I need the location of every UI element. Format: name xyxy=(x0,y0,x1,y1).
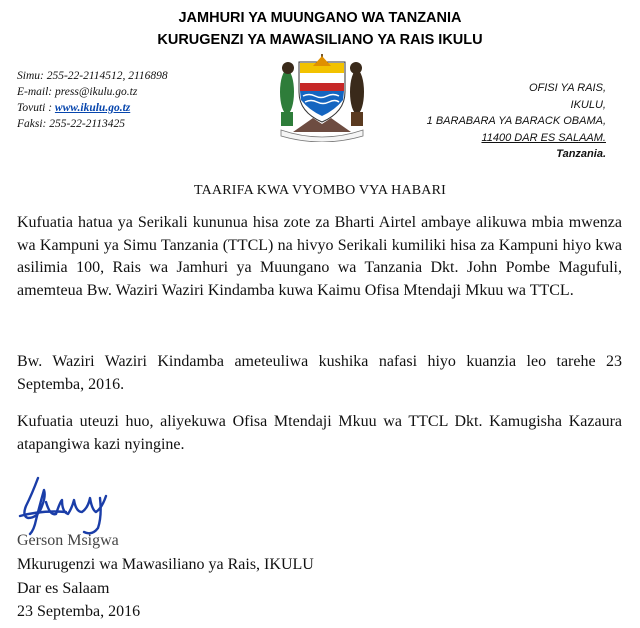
email-address: E-mail: press@ikulu.go.tz xyxy=(17,86,138,98)
header-republic-name: JAMHURI YA MUUNGANO WA TANZANIA xyxy=(178,10,462,26)
postal-code-city: 11400 DAR ES SALAAM. xyxy=(481,131,606,144)
phone-number: Simu: 255-22-2114512, 2116898 xyxy=(17,70,168,82)
office-location: IKULU, xyxy=(570,98,606,111)
signatory-position: Mkurugenzi wa Mawasiliano ya Rais, IKULU xyxy=(17,556,314,573)
signatory-name: Gerson Msigwa xyxy=(17,532,119,549)
office-name: OFISI YA RAIS, xyxy=(528,82,606,94)
country: Tanzania. xyxy=(556,148,606,160)
document-title: TAARIFA KWA VYOMBO VYA HABARI xyxy=(193,183,447,198)
website-link[interactable]: www.ikulu.go.tz xyxy=(54,102,131,114)
website-label: Tovuti : xyxy=(17,102,55,114)
body-paragraph-3: Kufuatia uteuzi huo, aliyekuwa Ofisa Mtendaji Mkuu wa TTCL Dkt. Kamugisha Kazaura atapangiwa kazi nyingine. xyxy=(17,413,622,453)
signing-place: Dar es Salaam xyxy=(17,580,110,597)
fax-number: Faksi: 255-22-2113425 xyxy=(17,118,126,130)
coat-of-arms-icon xyxy=(273,52,371,142)
website-line xyxy=(17,100,168,116)
street-address: 1 BARABARA YA BARACK OBAMA, xyxy=(426,115,606,127)
header-directorate-name: KURUGENZI YA MAWASILIANO YA RAIS IKULU xyxy=(157,32,483,48)
contact-block-right xyxy=(427,80,606,163)
body-paragraph-1: Kufuatia hatua ya Serikali kununua hisa zote za Bharti Airtel ambaye alikuwa mbia mwenza wa Kampuni ya Simu Tanzania (TTCL) na hivyo Serikali kumiliki hisa za Kampuni hiyo kwa asilimia 100, Rais wa Jamhuri ya Muungano wa Tanzania Dkt. John Pombe Magufuli, amemteua Bw. Waziri Waziri Kindamba kuwa Kaimu Ofisa Mtendaji Mkuu wa TTCL. xyxy=(17,214,622,299)
contact-block-left xyxy=(17,68,168,132)
body-paragraph-2: Bw. Waziri Waziri Kindamba ameteuliwa kushika nafasi hiyo kuanzia leo tarehe 23 Septemba, 2016. xyxy=(17,353,622,393)
signing-date: 23 Septemba, 2016 xyxy=(17,603,141,620)
